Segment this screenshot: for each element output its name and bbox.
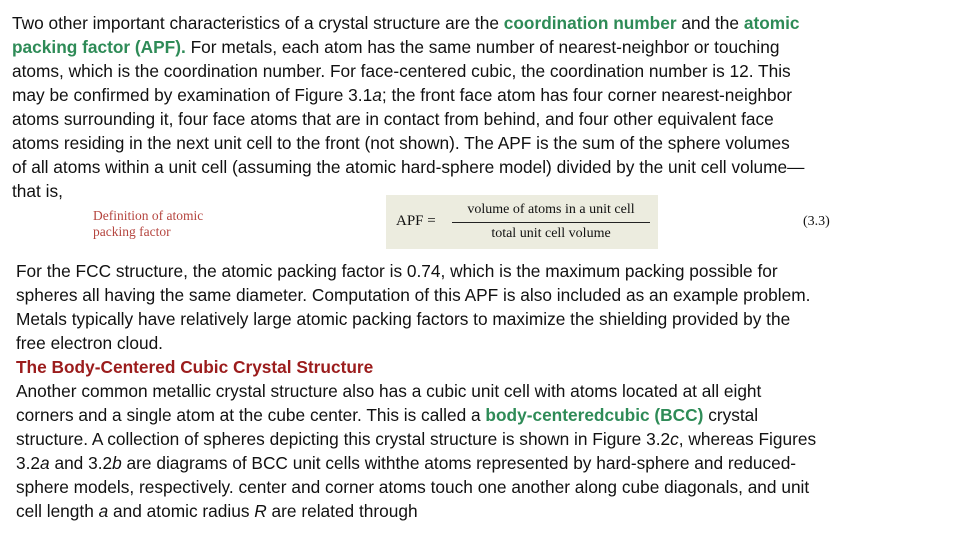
fraction-bar [452, 222, 650, 223]
text-line: Metals typically have relatively large atomic packing factors to maximize the shielding provided by the [16, 309, 791, 329]
text-line: free electron cloud. [16, 333, 163, 353]
apf-equation-box [386, 195, 658, 249]
text-line: structure. A collection of spheres depicting this crystal structure is shown in Figure 3.2c, whereas Figures [16, 429, 817, 449]
body-paragraph [16, 259, 816, 523]
text-line: corners and a single atom at the cube center. This is called a body-centeredcubic (BCC) crystal [16, 405, 759, 425]
text-line: may be confirmed by examination of Figure 3.1a; the front face atom has four corner nearest-neighbor [12, 85, 793, 105]
term-bcc: body-centeredcubic (BCC) [485, 405, 704, 425]
text-line: 3.2a and 3.2b are diagrams of BCC unit cells withthe atoms represented by hard-sphere and reduced- [16, 453, 797, 473]
term-coordination-number: coordination number [503, 13, 677, 33]
text-line: cell length a and atomic radius R are related through [16, 501, 418, 521]
text-line: that is, [12, 181, 63, 201]
text-line: Another common metallic crystal structure also has a cubic unit cell with atoms located at all eight [16, 381, 762, 401]
term-packing-factor: packing factor (APF). [12, 37, 186, 57]
equation-lhs: APF = [396, 213, 436, 229]
intro-paragraph [12, 11, 804, 203]
text-line: atoms residing in the next unit cell to the front (not shown). The APF is the sum of the sphere volumes [12, 133, 790, 153]
equation-definition-label: Definition of atomic packing factor [93, 208, 204, 239]
text-line: sphere models, respectively. center and corner atoms touch one another along cube diagonals, and unit [16, 477, 810, 497]
term-atomic: atomic [743, 13, 800, 33]
text-line: atoms surrounding it, four face atoms that are in contact from behind, and four other equivalent face [12, 109, 774, 129]
text-line: Two other important characteristics of a crystal structure are the coordination number and the atomic [12, 13, 800, 33]
text-line: packing factor (APF). For metals, each atom has the same number of nearest-neighbor or touching [12, 37, 780, 57]
equation-numerator: volume of atoms in a unit cell [467, 202, 635, 217]
text-line: spheres all having the same diameter. Computation of this APF is also included as an example problem. [16, 285, 811, 305]
equation-number: (3.3) [803, 214, 830, 229]
text-line: of all atoms within a unit cell (assuming the atomic hard-sphere model) divided by the unit cell volume— [12, 157, 805, 177]
text-line: For the FCC structure, the atomic packing factor is 0.74, which is the maximum packing possible for [16, 261, 778, 281]
section-heading-bcc: The Body-Centered Cubic Crystal Structure [16, 357, 374, 377]
equation-denominator: total unit cell volume [491, 226, 611, 241]
text-line: atoms, which is the coordination number. For face-centered cubic, the coordination number is 12. This [12, 61, 791, 81]
